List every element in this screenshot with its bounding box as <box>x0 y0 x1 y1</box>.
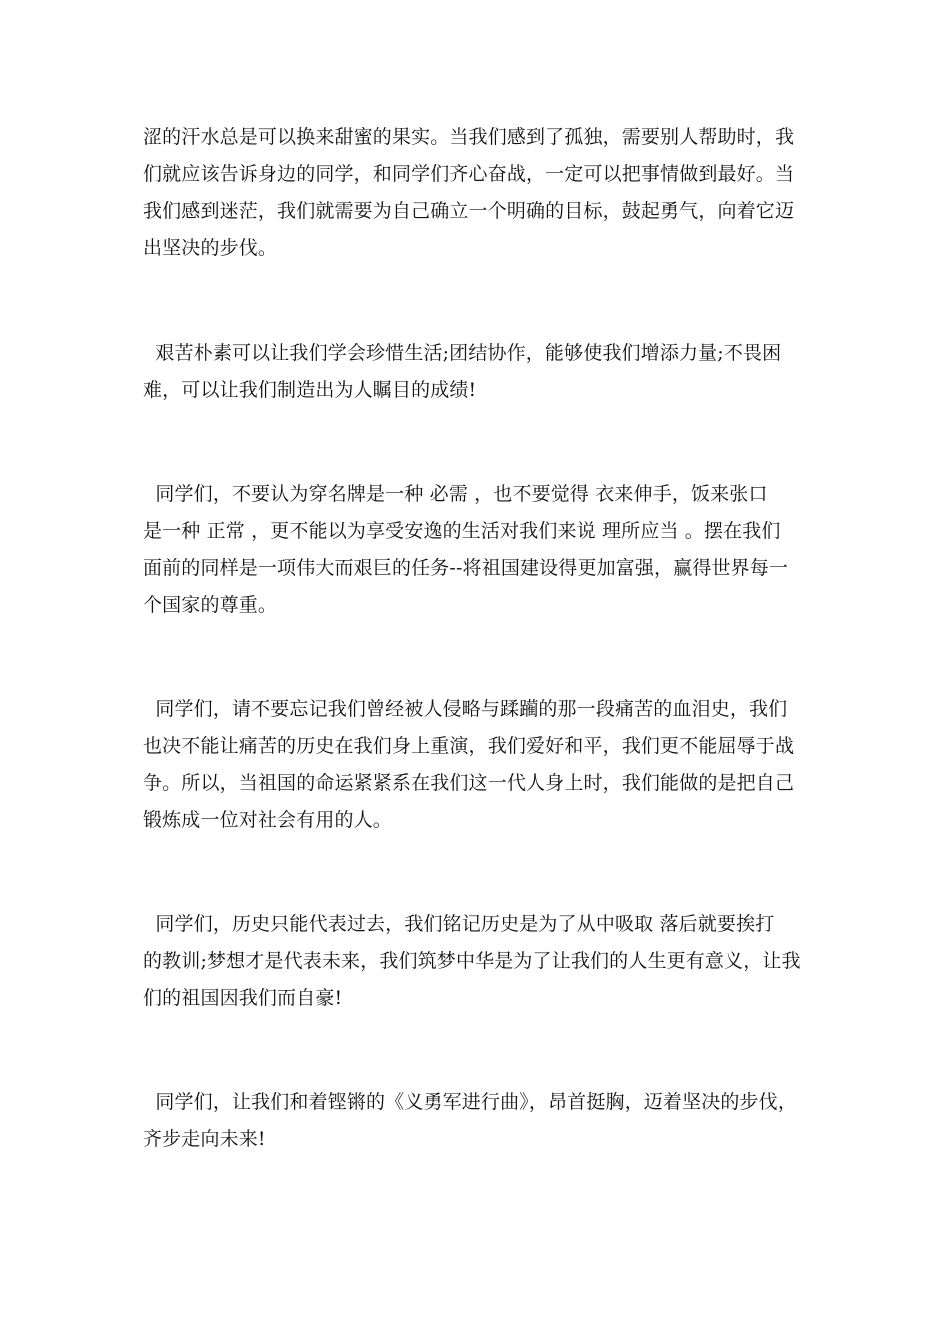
paragraph-line: 争。所以，当祖国的命运紧紧系在我们这一代人身上时，我们能做的是把自己 <box>143 772 795 794</box>
paragraph-line: 同学们，请不要忘记我们曾经被人侵略与蹂躏的那一段痛苦的血泪史，我们 <box>143 698 788 720</box>
paragraph-line: 是一种 正常 ，更不能以为享受安逸的生活对我们来说 理所应当 。摆在我们 <box>143 520 781 542</box>
paragraph-line: 也决不能让痛苦的历史在我们身上重演，我们爱好和平，我们更不能屈辱于战 <box>143 735 795 757</box>
paragraph-5 <box>143 906 813 1017</box>
paragraph-4 <box>143 691 813 839</box>
paragraph-line: 同学们，历史只能代表过去，我们铭记历史是为了从中吸取 落后就要挨打 <box>143 913 775 935</box>
paragraph-line: 同学们，让我们和着铿锵的《义勇军进行曲》，昂首挺胸，迈着坚决的步伐， <box>143 1091 797 1113</box>
paragraph-line: 的教训;梦想才是代表未来，我们筑梦中华是为了让我们的人生更有意义，让我 <box>143 950 801 972</box>
paragraph-3 <box>143 476 813 624</box>
paragraph-line: 锻炼成一位对社会有用的人。 <box>143 809 392 831</box>
paragraph-line: 难，可以让我们制造出为人瞩目的成绩! <box>143 379 477 401</box>
paragraph-line: 齐步走向未来! <box>143 1128 266 1150</box>
paragraph-line: 我们感到迷茫，我们就需要为自己确立一个明确的目标，鼓起勇气，向着它迈 <box>143 200 795 222</box>
paragraph-line: 涩的汗水总是可以换来甜蜜的果实。当我们感到了孤独，需要别人帮助时，我 <box>143 126 795 148</box>
paragraph-6 <box>143 1084 813 1158</box>
paragraph-line: 面前的同样是一项伟大而艰巨的任务--将祖国建设得更加富强，赢得世界每一 <box>143 557 789 579</box>
paragraph-line: 出坚决的步伐。 <box>143 237 278 259</box>
paragraph-1 <box>143 119 813 267</box>
paragraph-line: 个国家的尊重。 <box>143 594 278 616</box>
paragraph-2 <box>143 335 813 409</box>
paragraph-line: 同学们，不要认为穿名牌是一种 必需 ，也不要觉得 衣来伸手，饭来张口 <box>143 483 768 505</box>
paragraph-line: 们就应该告诉身边的同学，和同学们齐心奋战，一定可以把事情做到最好。当 <box>143 163 795 185</box>
paragraph-line: 们的祖国因我们而自豪! <box>143 987 343 1009</box>
paragraph-line: 艰苦朴素可以让我们学会珍惜生活;团结协作，能够使我们增添力量;不畏困 <box>143 342 782 364</box>
